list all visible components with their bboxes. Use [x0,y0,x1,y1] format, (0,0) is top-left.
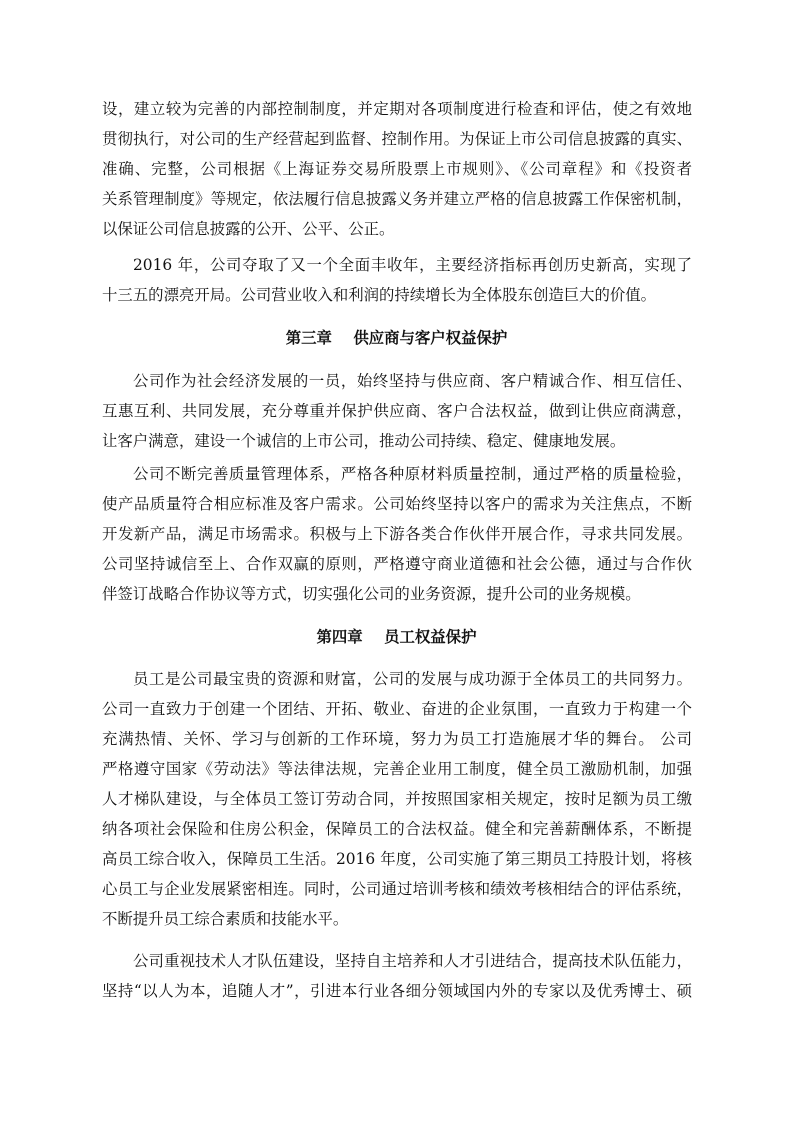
text-line: 伴签订战略合作协议等方式，切实强化公司的业务资源，提升公司的业务规模。 [102,585,641,603]
text-line: 以保证公司信息披露的公开、公平、公正。 [102,220,395,238]
chapter3-title: 第三章 供应商与客户权益保护 [285,329,508,347]
text-line: 开发新产品，满足市场需求。积极与上下游各类合作伙伴开展合作，寻求共同发展。 [102,525,692,543]
text-line: 不断提升员工综合素质和技能水平。 [102,910,349,928]
text-line: 准确、完整，公司根据《上海证券交易所股票上市规则》、《公司章程》和《投资者 [102,160,692,178]
text-line: 人才梯队建设，与全体员工签订劳动合同，并按照国家相关规定，按时足额为员工缴 [102,790,692,808]
text-line: 充满热情、关怀、学习与创新的工作环境，努力为员工打造施展才华的舞台。 公司 [102,730,692,748]
text-line: 员工是公司最宝贵的资源和财富，公司的发展与成功源于全体员工的共同努力。 [133,670,692,688]
chapter4-title: 第四章 员工权益保护 [316,628,477,646]
text-line: 高员工综合收入，保障员工生活。2016 年度，公司实施了第三期员工持股计划，将核 [102,850,692,868]
text-line: 严格遵守国家《劳动法》等法律法规，完善企业用工制度，健全员工激励机制，加强 [102,760,692,778]
text-line: 使产品质量符合相应标准及客户需求。公司始终坚持以客户的需求为关注焦点，不断 [102,495,692,513]
text-line: 互惠互利、共同发展，充分尊重并保护供应商、客户合法权益，做到让供应商满意， [102,402,692,420]
text-line: 贯彻执行，对公司的生产经营起到监督、控制作用。为保证上市公司信息披露的真实、 [102,130,692,148]
text-line: 公司一直致力于创建一个团结、开拓、敬业、奋进的企业氛围，一直致力于构建一个 [102,700,692,718]
text-line: 十三五的漂亮开局。公司营业收入和利润的持续增长为全体股东创造巨大的价值。 [102,286,657,304]
text-line: 坚持“以人为本，追随人才”，引进本行业各细分领域国内外的专家以及优秀博士、硕 [102,982,692,1000]
text-line: 让客户满意，建设一个诚信的上市公司，推动公司持续、稳定、健康地发展。 [102,432,626,450]
text-line: 公司坚持诚信至上、合作双赢的原则，严格遵守商业道德和社会公德，通过与合作伙 [102,555,692,573]
text-line: 纳各项社会保险和住房公积金，保障员工的合法权益。健全和完善薪酬体系，不断提 [102,820,692,838]
text-line: 公司作为社会经济发展的一员，始终坚持与供应商、客户精诚合作、相互信任、 [133,372,692,390]
text-line: 公司重视技术人才队伍建设，坚持自主培养和人才引进结合，提高技术队伍能力， [133,952,692,970]
text-line: 设，建立较为完善的内部控制制度，并定期对各项制度进行检查和评估，使之有效地 [102,100,692,118]
text-line: 关系管理制度》等规定，依法履行信息披露义务并建立严格的信息披露工作保密机制， [102,190,692,208]
text-line: 2016 年，公司夺取了又一个全面丰收年，主要经济指标再创历史新高，实现了 [133,256,692,274]
text-line: 心员工与企业发展紧密相连。同时，公司通过培训考核和绩效考核相结合的评估系统， [102,880,692,898]
text-line: 公司不断完善质量管理体系，严格各种原材料质量控制，通过严格的质量检验， [133,465,692,483]
